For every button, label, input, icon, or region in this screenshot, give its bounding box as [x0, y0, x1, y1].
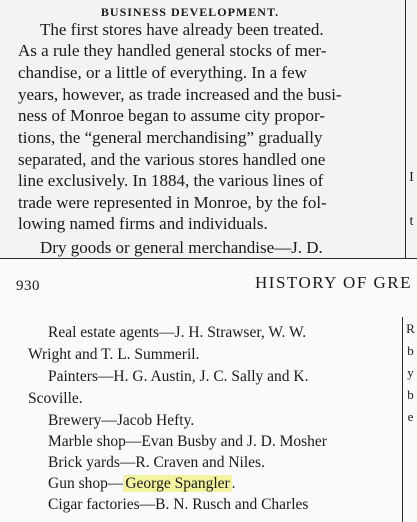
text-line-9: trade were represented in Monroe, by the fol- [18, 193, 327, 212]
listing-suffix: . [231, 475, 236, 492]
listing-line: Brick yards—R. Craven and Niles. [48, 454, 265, 471]
adjacent-column-letter: y [407, 365, 414, 380]
text-line-2: As a rule they handled general stocks of mer- [18, 41, 327, 60]
text-line-8: line exclusively. In 1884, the various lines of [18, 171, 324, 190]
text-line-5: ness of Monroe began to assume city propor- [18, 106, 326, 125]
running-head: HISTORY OF GRE [255, 273, 413, 292]
listing-line: Painters—H. G. Austin, J. C. Sally and K. [48, 368, 309, 385]
text-line-11: Dry goods or general merchandise—J. D. [40, 238, 323, 257]
listing-line: Scoville. [28, 390, 83, 407]
listing-line: Brewery—Jacob Hefty. [48, 412, 195, 429]
adjacent-column-letter: t [409, 214, 414, 229]
lower-page-fragment [0, 258, 417, 522]
text-line-7: separated, and the various stores handled one [18, 150, 326, 169]
text-line-6: tions, the “general merchandising” gradually [18, 128, 323, 147]
adjacent-column-letter: I [409, 170, 414, 185]
listing-line: Wright and T. L. Summeril. [28, 346, 200, 363]
adjacent-column-letter: R [406, 321, 415, 336]
adjacent-column-letter: e [407, 409, 414, 424]
listing-line: Real estate agents—J. H. Strawser, W. W. [48, 324, 307, 341]
text-line-3: chandise, or a little of everything. In a few [18, 63, 307, 82]
listing-prefix: Gun shop— [48, 475, 124, 492]
text-line-1: The first stores have already been treated. [40, 20, 324, 39]
upper-page-fragment [0, 0, 417, 258]
adjacent-column-letter: b [407, 387, 414, 402]
listing-line: Marble shop—Evan Busby and J. D. Mosher [48, 433, 327, 450]
listing-line-gun-shop [48, 474, 236, 494]
listing-line: Cigar factories—B. N. Rusch and Charles [48, 496, 309, 513]
column-divider [402, 317, 403, 522]
text-line-10: lowing named firms and individuals. [18, 214, 268, 233]
page-number: 930 [16, 278, 40, 294]
section-heading: BUSINESS DEVELOPMENT. [100, 5, 280, 19]
highlighted-name: George Spangler [125, 475, 230, 492]
adjacent-column-letter: b [407, 343, 414, 358]
text-line-4: years, however, as trade increased and the busi- [18, 85, 342, 104]
